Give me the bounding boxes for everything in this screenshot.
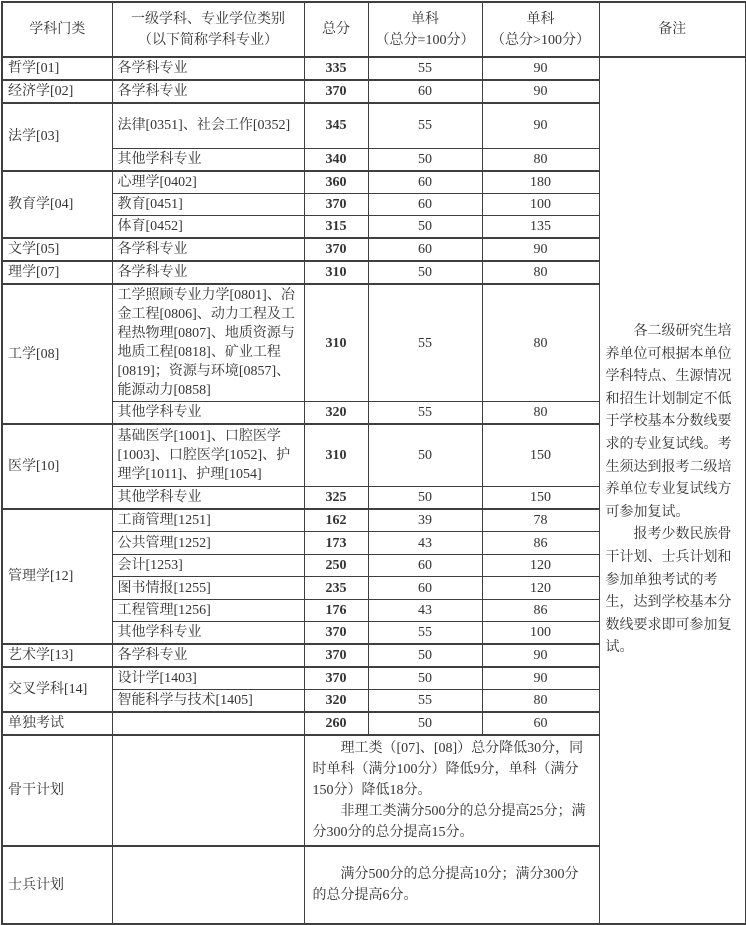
single-150-cell: 90 xyxy=(482,103,599,148)
remarks-cell xyxy=(599,57,746,924)
single-100-cell: 55 xyxy=(368,103,482,148)
single-100-cell: 43 xyxy=(368,532,482,555)
subject-cell: 教育[0451] xyxy=(112,194,304,216)
shibing-policy-paragraph-1: 满分500分的总分提高10分；满分300分的总分提高6分。 xyxy=(312,867,579,903)
subject-cell: 会计[1253] xyxy=(112,555,304,577)
single-150-cell: 90 xyxy=(482,57,599,80)
single-100-cell: 50 xyxy=(368,424,482,486)
category-cell: 教育学[04] xyxy=(2,171,112,239)
single-150-cell: 100 xyxy=(482,622,599,645)
total-score-cell: 370 xyxy=(304,194,368,216)
single-150-cell: 90 xyxy=(482,667,599,690)
category-cell: 哲学[01] xyxy=(2,57,112,80)
single-100-cell: 60 xyxy=(368,171,482,194)
single-100-cell: 55 xyxy=(368,284,482,402)
total-score-cell: 370 xyxy=(304,644,368,667)
single-100-cell: 50 xyxy=(368,148,482,171)
subject-cell: 工商管理[1251] xyxy=(112,509,304,532)
scoreline-table xyxy=(1,1,746,925)
subject-cell: 各学科专业 xyxy=(112,57,304,80)
single-150-cell: 90 xyxy=(482,644,599,667)
single-150-cell: 86 xyxy=(482,600,599,622)
total-score-cell: 315 xyxy=(304,216,368,239)
subject-cell: 各学科专业 xyxy=(112,261,304,284)
single-150-cell: 80 xyxy=(482,690,599,713)
subject-cell: 法律[0351]、社会工作[0352] xyxy=(112,103,304,148)
total-score-cell: 370 xyxy=(304,238,368,261)
gugan-policy-paragraph-1: 理工类（[07]、[08]）总分降低30分，同时单科（满分100分）降低9分，单科（满分150分）降低18分。 xyxy=(312,741,584,798)
category-cell: 士兵计划 xyxy=(2,846,112,924)
total-score-cell: 325 xyxy=(304,486,368,509)
single-100-cell: 55 xyxy=(368,402,482,425)
single-150-cell: 78 xyxy=(482,509,599,532)
header-subject xyxy=(112,2,304,57)
subject-cell: 各学科专业 xyxy=(112,80,304,103)
subject-cell: 设计学[1403] xyxy=(112,667,304,690)
subject-cell: 图书情报[1255] xyxy=(112,577,304,600)
total-score-cell: 310 xyxy=(304,284,368,402)
single-150-cell: 100 xyxy=(482,194,599,216)
total-score-cell: 260 xyxy=(304,712,368,735)
single-150-cell: 150 xyxy=(482,486,599,509)
category-cell: 医学[10] xyxy=(2,424,112,509)
single-100-cell: 60 xyxy=(368,238,482,261)
subject-cell: 其他学科专业 xyxy=(112,486,304,509)
subject-cell: 智能科学与技术[1405] xyxy=(112,690,304,713)
total-score-cell: 235 xyxy=(304,577,368,600)
single-100-cell: 50 xyxy=(368,216,482,239)
category-cell: 艺术学[13] xyxy=(2,644,112,667)
subject-cell: 其他学科专业 xyxy=(112,148,304,171)
single-150-cell: 80 xyxy=(482,284,599,402)
subject-cell: 其他学科专业 xyxy=(112,402,304,425)
subject-cell: 心理学[0402] xyxy=(112,171,304,194)
shibing-policy-cell xyxy=(304,846,599,924)
total-score-cell: 320 xyxy=(304,402,368,425)
header-single-150 xyxy=(482,2,599,57)
header-single-100 xyxy=(368,2,482,57)
subject-cell xyxy=(112,846,304,924)
category-cell: 文学[05] xyxy=(2,238,112,261)
single-150-cell: 90 xyxy=(482,238,599,261)
total-score-cell: 173 xyxy=(304,532,368,555)
category-cell: 理学[07] xyxy=(2,261,112,284)
category-cell: 工学[08] xyxy=(2,284,112,424)
subject-cell: 基础医学[1001]、口腔医学[1003]、口腔医学[1052]、护理学[1011]、护理[1054] xyxy=(112,424,304,486)
subject-cell: 工程管理[1256] xyxy=(112,600,304,622)
single-100-cell: 60 xyxy=(368,80,482,103)
header-single-150-line1: 单科 xyxy=(526,11,555,27)
single-150-cell: 60 xyxy=(482,712,599,735)
single-100-cell: 55 xyxy=(368,57,482,80)
gugan-policy-paragraph-2: 非理工类满分500分的总分提高25分；满分300分的总分提高15分。 xyxy=(312,804,586,840)
subject-cell: 公共管理[1252] xyxy=(112,532,304,555)
single-100-cell: 60 xyxy=(368,555,482,577)
single-150-cell: 180 xyxy=(482,171,599,194)
subject-cell xyxy=(112,712,304,735)
header-single-100-line1: 单科 xyxy=(411,11,439,27)
single-100-cell: 50 xyxy=(368,261,482,284)
single-100-cell: 55 xyxy=(368,690,482,713)
single-150-cell: 80 xyxy=(482,148,599,171)
category-cell: 管理学[12] xyxy=(2,509,112,645)
total-score-cell: 370 xyxy=(304,80,368,103)
single-150-cell: 80 xyxy=(482,261,599,284)
category-cell: 法学[03] xyxy=(2,103,112,171)
single-150-cell: 135 xyxy=(482,216,599,239)
remarks-paragraph-2: 报考少数民族骨干计划、士兵计划和参加单独考试的考生，达到学校基本分数线要求即可参加复试。 xyxy=(605,527,732,656)
header-single-100-line2: （总分=100分） xyxy=(375,32,475,48)
single-100-cell: 50 xyxy=(368,712,482,735)
single-100-cell: 50 xyxy=(368,644,482,667)
header-category: 学科门类 xyxy=(2,2,112,57)
total-score-cell: 320 xyxy=(304,690,368,713)
header-remarks: 备注 xyxy=(599,2,746,57)
single-100-cell: 50 xyxy=(368,486,482,509)
subject-cell: 体育[0452] xyxy=(112,216,304,239)
subject-cell: 工学照顾专业力学[0801]、冶金工程[0806]、动力工程及工程热物理[0807]、地质资源与地质工程[0818]、矿业工程[0819]；资源与环境[0857]、能源动力[0858] xyxy=(112,284,304,402)
single-150-cell: 120 xyxy=(482,555,599,577)
gugan-policy-cell xyxy=(304,735,599,846)
header-subject-line2: （以下简称学科专业） xyxy=(138,32,278,48)
total-score-cell: 162 xyxy=(304,509,368,532)
single-150-cell: 80 xyxy=(482,402,599,425)
single-100-cell: 43 xyxy=(368,600,482,622)
total-score-cell: 250 xyxy=(304,555,368,577)
category-cell: 单独考试 xyxy=(2,712,112,735)
header-subject-line1: 一级学科、专业学位类别 xyxy=(131,11,285,27)
single-100-cell: 50 xyxy=(368,667,482,690)
header-total-score: 总分 xyxy=(304,2,368,57)
total-score-cell: 335 xyxy=(304,57,368,80)
single-150-cell: 150 xyxy=(482,424,599,486)
total-score-cell: 345 xyxy=(304,103,368,148)
single-100-cell: 39 xyxy=(368,509,482,532)
total-score-cell: 340 xyxy=(304,148,368,171)
single-100-cell: 60 xyxy=(368,577,482,600)
subject-cell xyxy=(112,735,304,846)
total-score-cell: 310 xyxy=(304,261,368,284)
subject-cell: 其他学科专业 xyxy=(112,622,304,645)
table-header-row xyxy=(2,2,746,57)
subject-cell: 各学科专业 xyxy=(112,644,304,667)
total-score-cell: 176 xyxy=(304,600,368,622)
single-100-cell: 55 xyxy=(368,622,482,645)
category-cell: 骨干计划 xyxy=(2,735,112,846)
single-150-cell: 120 xyxy=(482,577,599,600)
single-150-cell: 86 xyxy=(482,532,599,555)
category-cell: 交叉学科[14] xyxy=(2,667,112,712)
single-100-cell: 60 xyxy=(368,194,482,216)
remarks-paragraph-1: 各二级研究生培养单位可根据本单位学科特点、生源情况和招生计划制定不低于学校基本分数线要求的专业复试线。考生须达到报考二级培养单位专业复试线方可参加复试。 xyxy=(605,324,732,520)
total-score-cell: 370 xyxy=(304,667,368,690)
subject-cell: 各学科专业 xyxy=(112,238,304,261)
table-row xyxy=(2,57,746,80)
category-cell: 经济学[02] xyxy=(2,80,112,103)
header-single-150-line2: （总分>100分） xyxy=(491,32,590,48)
single-150-cell: 90 xyxy=(482,80,599,103)
total-score-cell: 310 xyxy=(304,424,368,486)
total-score-cell: 370 xyxy=(304,622,368,645)
total-score-cell: 360 xyxy=(304,171,368,194)
